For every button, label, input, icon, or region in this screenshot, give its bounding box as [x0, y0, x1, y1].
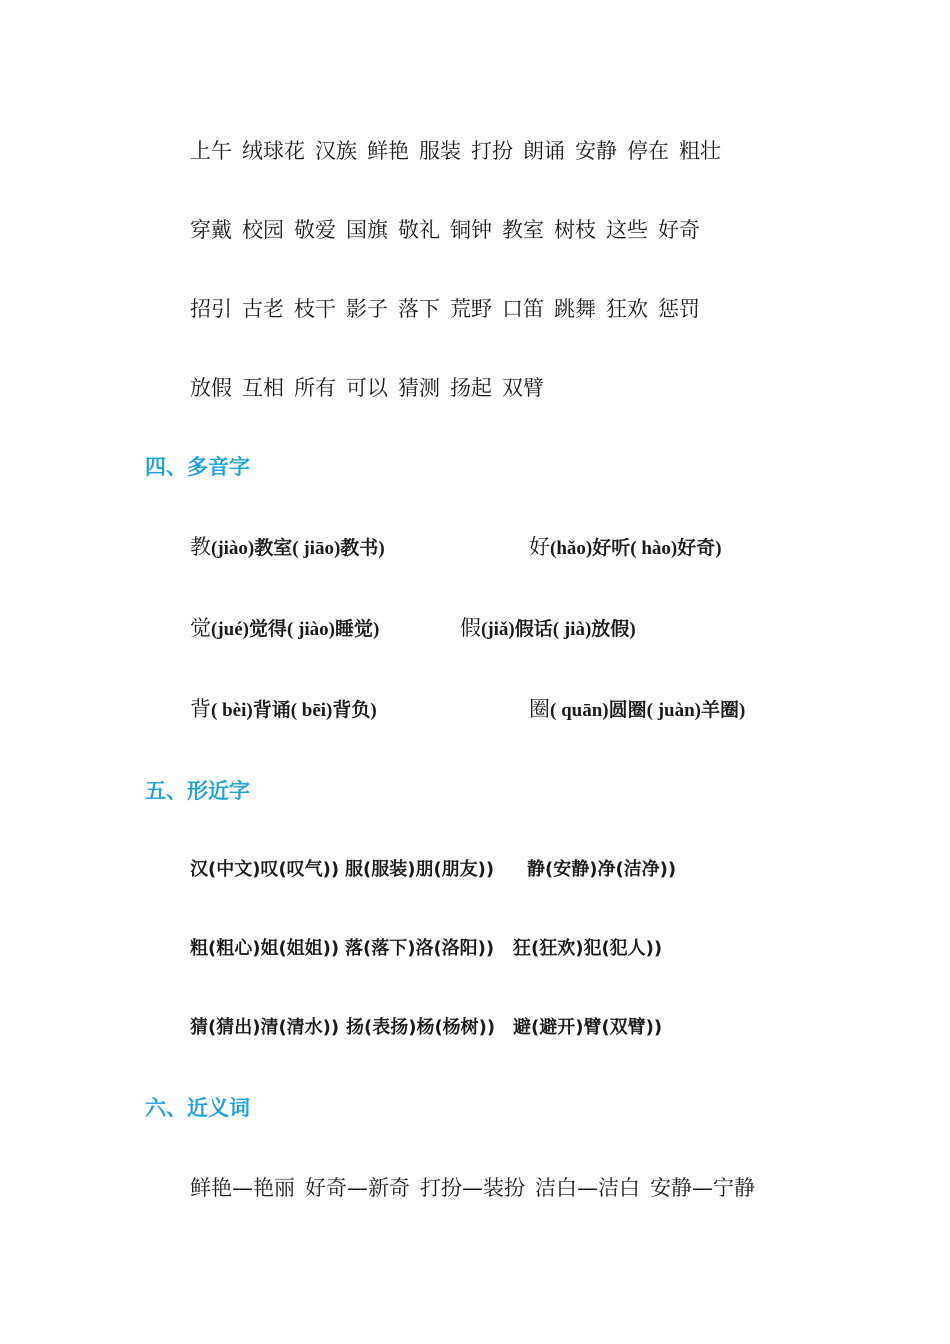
word-line-2 — [190, 215, 710, 245]
example-word: 睡觉 — [335, 618, 374, 640]
polyphonic-item — [460, 613, 636, 645]
word: 口笛 — [502, 297, 544, 321]
pinyin: ( juàn) — [646, 700, 701, 721]
word: 落下 — [398, 297, 440, 321]
word: 猜测 — [398, 376, 440, 400]
synonym-line — [190, 1173, 765, 1203]
polyphonic-item — [190, 694, 377, 726]
similar-item: 汉(中文)叹(叹气)) — [190, 859, 340, 880]
synonym-pair: 打扮—装扮 — [420, 1176, 525, 1200]
pinyin: ( jiāo) — [292, 538, 341, 559]
word: 跳舞 — [554, 297, 596, 321]
example-word: 教室 — [254, 537, 293, 559]
word: 敬礼 — [398, 218, 440, 242]
word: 穿戴 — [190, 218, 232, 242]
similar-item: 避(避开)臂(双臂)) — [513, 1017, 663, 1038]
closing-paren: ) — [739, 700, 746, 721]
closing-paren: ) — [629, 619, 636, 640]
word: 粗壮 — [679, 139, 721, 163]
word: 可以 — [346, 376, 388, 400]
section-heading-similar: 五、形近字 — [145, 779, 250, 803]
word: 鲜艳 — [367, 139, 409, 163]
pinyin: (jiǎ) — [481, 619, 515, 640]
poly-char: 圈 — [529, 697, 550, 721]
poly-char: 觉 — [190, 616, 211, 640]
word: 国旗 — [346, 218, 388, 242]
example-word: 好奇 — [677, 537, 716, 559]
similar-item: 狂(狂欢)犯(犯人)) — [513, 938, 663, 959]
closing-paren: ) — [378, 538, 385, 559]
similar-item: 静(安静)净(洁净)) — [527, 859, 677, 880]
similar-item: 落(落下)洛(洛阳)) — [345, 938, 495, 959]
example-word: 觉得 — [248, 618, 287, 640]
pinyin: ( bèi) — [211, 700, 253, 721]
example-word: 背诵 — [252, 699, 291, 721]
pinyin: ( jiào) — [287, 619, 336, 640]
example-word: 圆圈 — [608, 699, 647, 721]
word: 所有 — [294, 376, 336, 400]
polyphonic-item — [190, 532, 385, 564]
example-word: 放假 — [591, 618, 630, 640]
word: 枝干 — [294, 297, 336, 321]
word: 打扮 — [471, 139, 513, 163]
example-word: 假话 — [514, 618, 553, 640]
word: 服装 — [419, 139, 461, 163]
example-word: 背负 — [332, 699, 371, 721]
word-line-1 — [190, 136, 731, 166]
word: 朗诵 — [523, 139, 565, 163]
poly-char: 教 — [190, 535, 211, 559]
word: 树枝 — [554, 218, 596, 242]
pinyin: ( jià) — [552, 619, 592, 640]
poly-char: 背 — [190, 697, 211, 721]
section-heading-polyphonic: 四、多音字 — [145, 455, 250, 479]
pinyin: ( bēi) — [290, 700, 333, 721]
word: 停在 — [627, 139, 669, 163]
pinyin: ( quān) — [550, 700, 609, 721]
poly-char: 假 — [460, 616, 481, 640]
pinyin: (hǎo) — [550, 538, 593, 559]
word: 惩罚 — [658, 297, 700, 321]
example-word: 教书 — [340, 537, 379, 559]
word: 铜钟 — [450, 218, 492, 242]
example-word: 好听 — [592, 537, 631, 559]
word: 好奇 — [658, 218, 700, 242]
word: 这些 — [606, 218, 648, 242]
word-line-3 — [190, 294, 710, 324]
closing-paren: ) — [373, 619, 380, 640]
section-heading-synonyms: 六、近义词 — [145, 1096, 250, 1120]
pinyin: (jiào) — [211, 538, 255, 559]
word: 教室 — [502, 218, 544, 242]
example-word: 羊圈 — [701, 699, 740, 721]
word: 汉族 — [315, 139, 357, 163]
synonym-pair: 安静—宁静 — [650, 1176, 755, 1200]
similar-item: 猜(猜出)清(清水)) — [190, 1017, 340, 1038]
similar-item: 服(服装)朋(朋友)) — [345, 859, 495, 880]
word: 扬起 — [450, 376, 492, 400]
word: 狂欢 — [606, 297, 648, 321]
similar-item: 扬(表扬)杨(杨树)) — [346, 1017, 496, 1038]
word: 双臂 — [502, 376, 544, 400]
polyphonic-item — [529, 694, 745, 726]
word: 上午 — [190, 139, 232, 163]
similar-item: 粗(粗心)姐(姐姐)) — [190, 938, 340, 959]
word: 绒球花 — [242, 139, 305, 163]
word: 互相 — [242, 376, 284, 400]
closing-paren: ) — [370, 700, 377, 721]
word: 荒野 — [450, 297, 492, 321]
word-line-4 — [190, 373, 554, 403]
pinyin: ( hào) — [630, 538, 678, 559]
synonym-pair: 洁白—洁白 — [535, 1176, 640, 1200]
synonym-pair: 鲜艳—艳丽 — [190, 1176, 295, 1200]
word: 安静 — [575, 139, 617, 163]
poly-char: 好 — [529, 535, 550, 559]
word: 古老 — [242, 297, 284, 321]
word: 放假 — [190, 376, 232, 400]
polyphonic-item — [190, 613, 379, 645]
word: 校园 — [242, 218, 284, 242]
closing-paren: ) — [715, 538, 722, 559]
word: 影子 — [346, 297, 388, 321]
word: 招引 — [190, 297, 232, 321]
synonym-pair: 好奇—新奇 — [305, 1176, 410, 1200]
word: 敬爱 — [294, 218, 336, 242]
pinyin: (jué) — [211, 619, 249, 640]
polyphonic-item — [529, 532, 722, 564]
